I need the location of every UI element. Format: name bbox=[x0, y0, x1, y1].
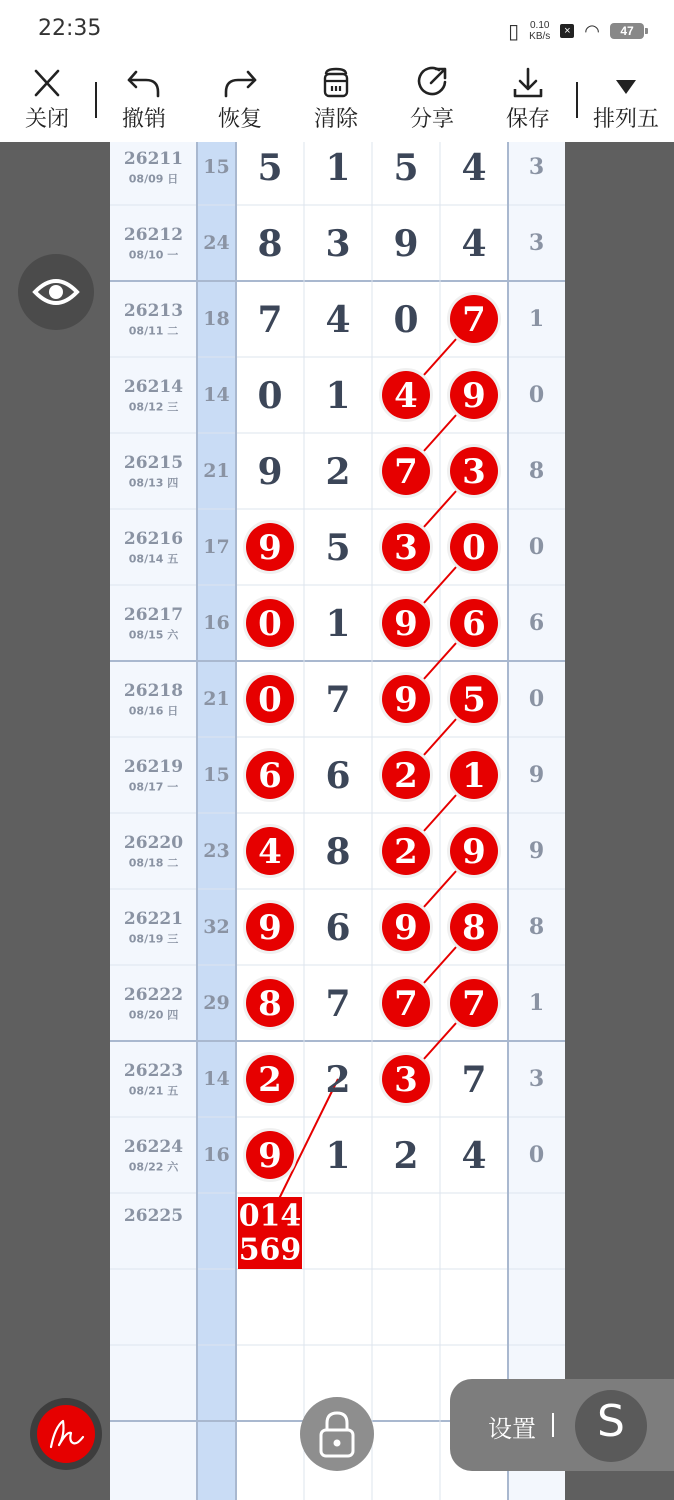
issue-date: 08/17 一 bbox=[128, 780, 179, 794]
issue-number: 26217 bbox=[123, 605, 184, 625]
vibrate-icon: ▯ bbox=[508, 19, 520, 43]
digit-value: 2 bbox=[325, 451, 351, 493]
redo-button[interactable] bbox=[200, 60, 280, 142]
last-digit-value: 8 bbox=[528, 914, 545, 940]
digit-value: 7 bbox=[325, 983, 351, 1025]
issue-date: 08/22 六 bbox=[128, 1160, 179, 1174]
digit-ball-value: 0 bbox=[462, 528, 486, 568]
undo-label: 撤销 bbox=[121, 107, 166, 132]
lock-button[interactable] bbox=[300, 1397, 374, 1471]
issue-number: 26214 bbox=[123, 377, 184, 397]
digit-ball-value: 9 bbox=[394, 680, 418, 720]
issue-date: 08/16 日 bbox=[128, 704, 179, 718]
digit-ball-value: 6 bbox=[258, 756, 282, 796]
net-speed bbox=[529, 20, 550, 42]
issue-column-bg bbox=[110, 142, 197, 1500]
lock-icon bbox=[300, 1397, 374, 1471]
pen-button-face bbox=[37, 1405, 95, 1463]
share-label: 分享 bbox=[409, 107, 454, 132]
issue-date: 08/18 二 bbox=[128, 856, 179, 870]
digit-ball-value: 6 bbox=[462, 604, 486, 644]
digit-value: 7 bbox=[325, 679, 351, 721]
issue-date: 08/11 二 bbox=[128, 324, 179, 338]
s-shape-button[interactable] bbox=[575, 1390, 647, 1462]
last-digit-value: 0 bbox=[528, 534, 545, 560]
digit-value: 5 bbox=[325, 527, 351, 569]
issue-date: 08/13 四 bbox=[128, 476, 179, 490]
issue-number: 26222 bbox=[123, 985, 184, 1005]
issue-number: 26221 bbox=[123, 909, 184, 929]
last-digit-value: 3 bbox=[528, 154, 545, 180]
digit-value: 1 bbox=[325, 1135, 351, 1177]
digit-value: 7 bbox=[257, 299, 283, 341]
redo-label: 恢复 bbox=[217, 107, 262, 132]
last-digit-value: 9 bbox=[528, 762, 545, 788]
s-shape-icon: S bbox=[597, 1396, 625, 1447]
wifi-icon: ◠ bbox=[584, 20, 600, 42]
last-digit-value: 3 bbox=[528, 1066, 545, 1092]
settings-divider bbox=[552, 1413, 554, 1437]
digit-ball-value: 7 bbox=[394, 452, 418, 492]
sum-value: 15 bbox=[203, 156, 230, 178]
last-digit-value: 0 bbox=[528, 686, 545, 712]
digit-ball-value: 9 bbox=[258, 528, 282, 568]
eye-icon bbox=[32, 274, 80, 310]
issue-number: 26211 bbox=[123, 149, 184, 169]
digit-ball-value: 9 bbox=[394, 604, 418, 644]
prediction-line-2: 569 bbox=[238, 1232, 302, 1268]
sum-value: 29 bbox=[203, 992, 230, 1014]
sum-value: 32 bbox=[203, 916, 230, 938]
issue-number: 26223 bbox=[123, 1061, 184, 1081]
issue-date: 08/09 日 bbox=[128, 172, 179, 186]
digit-value: 1 bbox=[325, 147, 351, 189]
digit-value: 4 bbox=[461, 223, 487, 265]
digit-ball-value: 3 bbox=[394, 1060, 418, 1100]
issue-number: 26220 bbox=[123, 833, 184, 853]
last-digit-value: 8 bbox=[528, 458, 545, 484]
digit-ball-value: 7 bbox=[394, 984, 418, 1024]
digit-ball-value: 9 bbox=[462, 832, 486, 872]
trash-icon bbox=[316, 66, 356, 100]
digit-ball-value: 9 bbox=[258, 1136, 282, 1176]
issue-number: 26224 bbox=[123, 1137, 184, 1157]
last-digit-value: 1 bbox=[528, 990, 545, 1016]
last-digit-value: 3 bbox=[528, 230, 545, 256]
signature-pen-icon bbox=[37, 1405, 95, 1463]
eye-toggle-button[interactable] bbox=[18, 254, 94, 330]
digit-value: 4 bbox=[461, 147, 487, 189]
sum-value: 17 bbox=[203, 536, 230, 558]
issue-number: 26218 bbox=[123, 681, 184, 701]
issue-date: 08/12 三 bbox=[128, 400, 179, 414]
digit-ball-value: 4 bbox=[394, 376, 418, 416]
dropdown-triangle-icon bbox=[606, 66, 646, 100]
digit-ball-value: 7 bbox=[462, 300, 486, 340]
digit-ball-value: 1 bbox=[462, 756, 486, 796]
sum-value: 21 bbox=[203, 688, 230, 710]
issue-number: 26215 bbox=[123, 453, 184, 473]
digit-value: 1 bbox=[325, 603, 351, 645]
digit-value: 6 bbox=[325, 755, 351, 797]
sum-value: 23 bbox=[203, 840, 230, 862]
sum-value: 14 bbox=[203, 1068, 230, 1090]
issue-date: 08/19 三 bbox=[128, 932, 179, 946]
sum-value: 15 bbox=[203, 764, 230, 786]
no-sim-icon: × bbox=[560, 24, 574, 38]
close-label: 关闭 bbox=[24, 107, 69, 132]
toolbar-divider bbox=[95, 82, 97, 118]
last-digit-value: 6 bbox=[528, 610, 545, 636]
digit-ball-value: 9 bbox=[258, 908, 282, 948]
digit-value: 5 bbox=[257, 147, 283, 189]
issue-date: 08/14 五 bbox=[128, 552, 179, 566]
sum-value: 21 bbox=[203, 460, 230, 482]
sum-value: 16 bbox=[203, 612, 230, 634]
redo-icon bbox=[220, 66, 260, 100]
digit-ball-value: 2 bbox=[394, 832, 418, 872]
sum-value: 18 bbox=[203, 308, 230, 330]
game-select-button[interactable] bbox=[586, 60, 666, 142]
digit-value: 8 bbox=[325, 831, 351, 873]
issue-number: 26225 bbox=[123, 1206, 184, 1226]
digit-value: 2 bbox=[325, 1059, 351, 1101]
prediction-line-1: 014 bbox=[238, 1198, 302, 1234]
digit-ball-value: 3 bbox=[462, 452, 486, 492]
settings-label[interactable]: 设置 bbox=[488, 1415, 536, 1443]
status-bar bbox=[0, 0, 674, 60]
close-icon bbox=[27, 66, 67, 100]
sum-value: 14 bbox=[203, 384, 230, 406]
sum-value: 24 bbox=[203, 232, 230, 254]
digit-ball-value: 7 bbox=[462, 984, 486, 1024]
digit-ball-value: 0 bbox=[258, 680, 282, 720]
right-gutter bbox=[565, 142, 674, 1500]
close-button[interactable] bbox=[7, 60, 87, 142]
digit-value: 5 bbox=[393, 147, 419, 189]
digit-value: 9 bbox=[257, 451, 283, 493]
issue-number: 26213 bbox=[123, 301, 184, 321]
digit-ball-value: 8 bbox=[462, 908, 486, 948]
trend-chart[interactable] bbox=[110, 142, 565, 1500]
digit-ball-value: 2 bbox=[394, 756, 418, 796]
digit-ball-value: 5 bbox=[462, 680, 486, 720]
undo-icon bbox=[124, 66, 164, 100]
net-speed-unit: KB/s bbox=[529, 31, 551, 42]
digit-value: 9 bbox=[393, 223, 419, 265]
digit-value: 4 bbox=[461, 1135, 487, 1177]
last-column-bg bbox=[508, 142, 565, 1500]
last-digit-value: 0 bbox=[528, 382, 545, 408]
digit-ball-value: 9 bbox=[462, 376, 486, 416]
toolbar-divider bbox=[576, 82, 578, 118]
save-label: 保存 bbox=[505, 107, 550, 132]
issue-date: 08/20 四 bbox=[128, 1008, 179, 1022]
issue-number: 26212 bbox=[123, 225, 184, 245]
digit-ball-value: 2 bbox=[258, 1060, 282, 1100]
digit-ball-value: 8 bbox=[258, 984, 282, 1024]
status-time: 22:35 bbox=[38, 16, 102, 41]
issue-number: 26219 bbox=[123, 757, 184, 777]
share-button[interactable] bbox=[392, 60, 472, 142]
digit-value: 4 bbox=[325, 299, 351, 341]
digit-value: 7 bbox=[461, 1059, 487, 1101]
battery-icon: 47 bbox=[610, 23, 644, 39]
game-select-label: 排列五 bbox=[592, 107, 659, 132]
digit-ball-value: 4 bbox=[258, 832, 282, 872]
status-icons bbox=[508, 18, 644, 44]
net-speed-value: 0.10 bbox=[529, 20, 550, 31]
left-gutter bbox=[0, 142, 110, 1500]
clear-button[interactable] bbox=[296, 60, 376, 142]
pen-button[interactable] bbox=[30, 1398, 102, 1470]
trend-chart-svg[interactable] bbox=[110, 142, 565, 1500]
download-icon bbox=[508, 66, 548, 100]
toolbar bbox=[0, 60, 674, 142]
digit-value: 8 bbox=[257, 223, 283, 265]
digit-ball-value: 9 bbox=[394, 908, 418, 948]
clear-label: 清除 bbox=[313, 107, 358, 132]
digit-value: 3 bbox=[325, 223, 351, 265]
digit-value: 0 bbox=[257, 375, 283, 417]
digit-ball-value: 3 bbox=[394, 528, 418, 568]
digit-value: 1 bbox=[325, 375, 351, 417]
last-digit-value: 0 bbox=[528, 1142, 545, 1168]
last-digit-value: 9 bbox=[528, 838, 545, 864]
sum-value: 16 bbox=[203, 1144, 230, 1166]
sum-column-bg bbox=[197, 142, 236, 1500]
digit-ball-value: 0 bbox=[258, 604, 282, 644]
digit-value: 2 bbox=[393, 1135, 419, 1177]
undo-button[interactable] bbox=[104, 60, 184, 142]
digit-value: 0 bbox=[393, 299, 419, 341]
last-digit-value: 1 bbox=[528, 306, 545, 332]
share-icon bbox=[412, 66, 452, 100]
digit-value: 6 bbox=[325, 907, 351, 949]
issue-date: 08/21 五 bbox=[128, 1084, 179, 1098]
issue-number: 26216 bbox=[123, 529, 184, 549]
save-button[interactable] bbox=[488, 60, 568, 142]
issue-date: 08/15 六 bbox=[128, 628, 179, 642]
issue-date: 08/10 一 bbox=[128, 248, 179, 262]
